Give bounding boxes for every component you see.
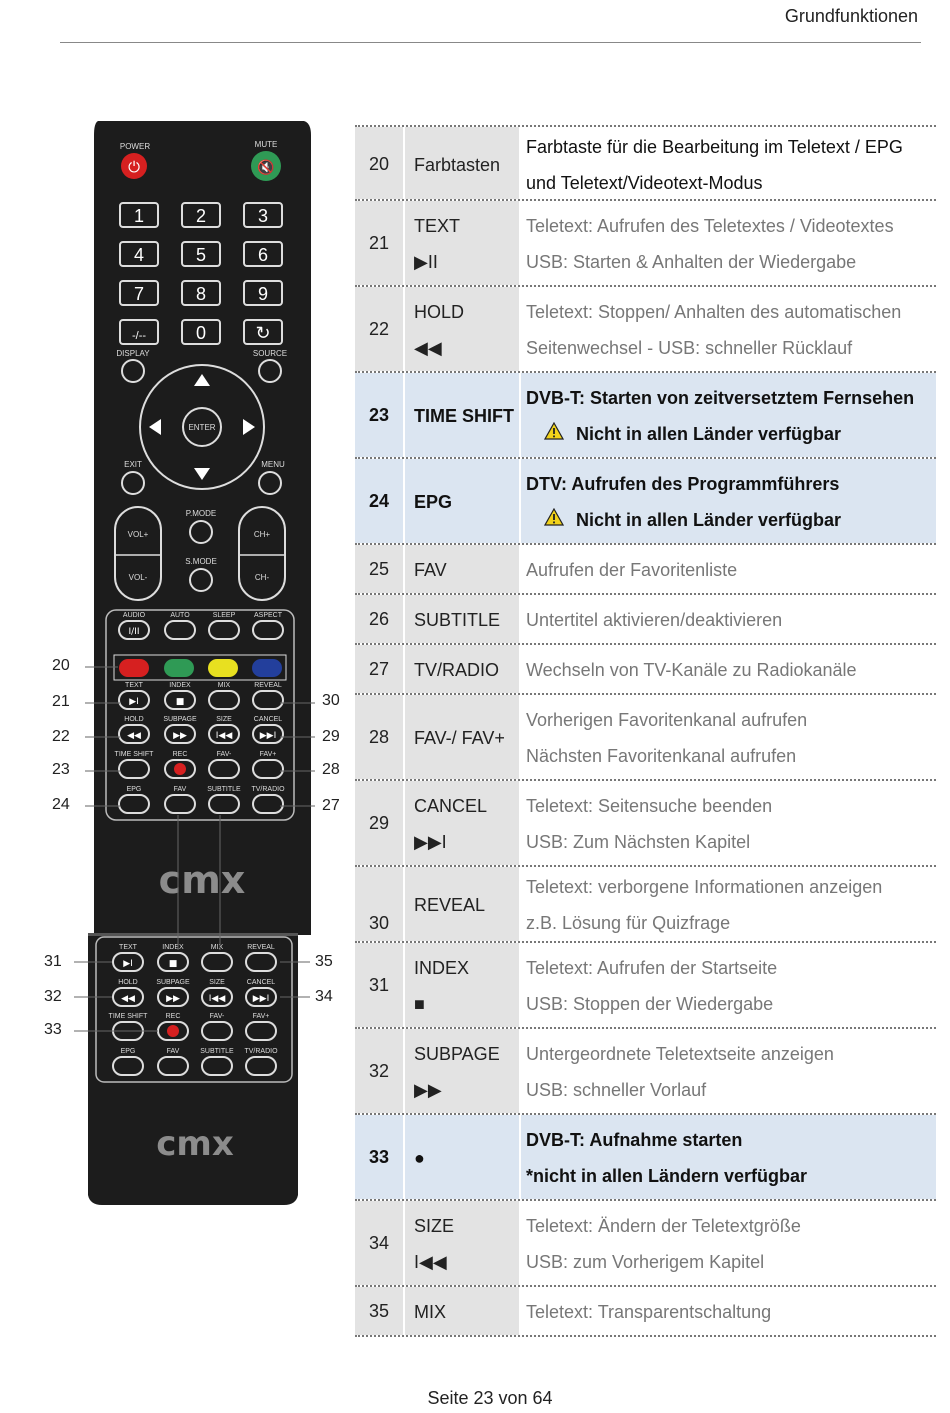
description-line: Teletext: Seitensuche beenden [526,795,773,816]
callout-29: 29 [322,728,340,745]
warning-icon [544,416,564,453]
callout-27: 27 [322,797,340,814]
power-label: POWER [119,142,151,151]
name-line: FAV [414,560,447,580]
row-description [526,1294,934,1331]
callout-34: 34 [315,988,333,1005]
table-row [355,595,936,645]
row-description [526,1036,934,1109]
remote-key-caption: SIZE [216,716,232,723]
row-function-name [414,552,447,588]
name-line: CANCEL [414,796,488,816]
remote-key-caption: FAV [166,1048,180,1055]
ch-plus-label: CH+ [253,530,271,539]
remote-key-caption: FAV- [209,1013,225,1020]
name-line: INDEX [414,958,470,978]
row-function-name [414,1294,446,1330]
record-dot [167,1025,179,1037]
table-row [355,125,936,201]
warning-icon [544,502,564,539]
row-number: 30 [368,913,390,933]
digit-key-label: 7 [133,284,145,304]
vol-plus-label: VOL+ [127,530,149,539]
remote-key-caption: HOLD [118,979,138,986]
name-line: FAV-/ FAV+ [414,728,505,748]
table-row [355,867,936,943]
remote-key-caption: REVEAL [247,944,275,951]
row-function-name [414,602,500,638]
remote-key-caption: SUBPAGE [163,716,197,723]
description-line: DVB-T: Starten von zeitversetztem Fernsehen [526,387,915,408]
source-label: SOURCE [252,349,288,358]
description-line: Seitenwechsel - USB: schneller Rücklauf [526,338,853,358]
table-row [355,645,936,695]
row-description [526,652,934,689]
callout-30: 30 [322,692,340,709]
remote-key-caption: REC [165,1013,181,1020]
digit-key-label: 5 [195,245,207,265]
remote-key-symbol: ▶I [129,697,139,707]
table-row [355,287,936,373]
digit-key-label: 3 [257,206,269,226]
row-description [526,950,934,1023]
row-function-name [414,652,499,688]
brand-logo-bottom: cmx [156,1124,234,1164]
digit-key-label: 2 [195,206,207,226]
callout-28: 28 [322,761,340,778]
row-number: 21 [368,233,390,253]
remote-key-symbol: ▶▶ [173,731,187,741]
row-number: 27 [368,659,390,679]
remote-key-caption: CANCEL [246,979,276,986]
row-description [526,1122,934,1195]
table-row [355,545,936,595]
remote-key-symbol: ▶▶I [259,731,277,741]
remote-key-caption: TEXT [119,944,137,951]
row-function-name [414,720,505,756]
remote-key-caption: TV/RADIO [244,1048,278,1055]
remote-key-caption: TV/RADIO [251,786,285,793]
row-number: 34 [368,1233,390,1253]
remote-key-caption: AUTO [170,612,190,619]
record-dot [174,763,186,775]
remote-key-caption: FAV+ [252,1013,270,1020]
remote-key-caption: INDEX [169,682,191,689]
description-line: Wechseln von TV-Kanäle zu Radiokanäle [526,659,857,680]
remote-key-symbol: ▶I [123,959,133,969]
callout-23: 23 [52,761,70,778]
row-function-name [414,887,485,923]
remote-key-caption: AUDIO [122,612,146,619]
name-line: REVEAL [414,895,486,915]
row-number: 32 [368,1061,390,1081]
row-number: 33 [368,1147,390,1167]
remote-key-symbol: ■ [175,697,185,707]
name-line: Farbtasten [414,155,501,175]
ch-minus-label: CH- [254,573,270,582]
row-number: 22 [368,319,390,339]
description-line: Teletext: Ändern der Teletextgröße [526,1215,801,1236]
digit-key-label: 9 [257,284,269,304]
exit-label: EXIT [124,460,142,469]
remote-key-caption: INDEX [162,944,184,951]
description-line: USB: zum Vorherigem Kapitel [526,1252,765,1272]
description-line: Teletext: verborgene Informationen anzeigen [526,876,883,897]
remote-key-symbol: I◀◀ [208,994,226,1004]
remote-key-symbol: ▶▶I [252,994,270,1004]
callout-31: 31 [44,953,62,970]
callout-35: 35 [315,953,333,970]
description-line: Aufrufen der Favoritenliste [526,559,738,580]
description-line: Untergeordnete Teletextseite anzeigen [526,1043,834,1064]
remote-key-caption: REVEAL [254,682,282,689]
table-row [355,1029,936,1115]
table-row [355,1287,936,1337]
row-number: 26 [368,609,390,629]
name-line: ▶▶ [414,1080,442,1100]
callout-32: 32 [44,988,62,1005]
description-line: USB: Starten & Anhalten der Wiedergabe [526,252,857,272]
remote-key-caption: SLEEP [212,612,236,619]
name-line: EPG [414,492,453,512]
row-function-name [414,147,500,183]
row-description [526,602,934,639]
remote-control-illustration [30,115,350,1215]
description-line: Teletext: Transparentschaltung [526,1301,772,1322]
remote-key-caption: MIX [217,682,231,689]
name-line: ● [414,1148,425,1168]
row-function-name [414,950,469,1022]
row-function-name [414,1036,500,1108]
brand-logo-top: cmx [158,858,246,902]
description-line: z.B. Lösung für Quizfrage [526,913,731,933]
name-line: TIME SHIFT [414,406,514,426]
row-description [526,129,934,202]
remote-key-caption: HOLD [124,716,144,723]
name-line: ◀◀ [414,338,442,358]
description-line: und Teletext/Videotext-Modus [526,173,763,193]
row-description [526,552,934,589]
name-line: MIX [414,1302,447,1322]
remote-key-caption: REC [172,751,188,758]
name-line: HOLD [414,302,465,322]
header-divider [60,42,921,43]
remote-key-caption: FAV- [216,751,232,758]
name-line: TV/RADIO [414,660,500,680]
description-line: USB: Zum Nächsten Kapitel [526,832,751,852]
table-row [355,459,936,545]
row-number: 23 [368,405,390,425]
remote-key-caption: SUBTITLE [200,1048,234,1055]
name-line: SIZE [414,1216,455,1236]
digit-key-label: ↻ [255,323,271,343]
description-line: Nächsten Favoritenkanal aufrufen [526,746,797,766]
remote-key-caption: TIME SHIFT [108,1013,148,1020]
row-number: 28 [368,727,390,747]
row-number: 29 [368,813,390,833]
remote-key-caption: FAV [173,786,187,793]
remote-key-symbol: I/II [128,627,140,637]
remote-key-symbol: ■ [168,959,178,969]
row-function-name [414,788,487,860]
row-description [526,294,934,367]
enter-label: ENTER [188,423,216,432]
description-line: DTV: Aufrufen des Programmführers [526,473,840,494]
callout-22: 22 [52,728,70,745]
digit-key-label: 4 [133,245,145,265]
callout-24: 24 [52,796,70,813]
description-line: *nicht in allen Ländern verfügbar [526,1166,808,1186]
table-row [355,373,936,459]
smode-label: S.MODE [185,557,217,566]
row-number: 31 [368,975,390,995]
row-description [526,702,934,775]
name-line: TEXT [414,216,461,236]
mute-label: MUTE [254,140,278,149]
row-description [526,788,934,861]
remote-key-symbol: ▶▶ [166,994,180,1004]
description-line: Farbtaste für die Bearbeitung im Teletext / EPG [526,136,903,157]
description-line: Nicht in allen Länder verfügbar [576,424,842,444]
row-description [526,869,934,942]
remote-key-caption: EPG [120,1048,136,1055]
page-header-title: Grundfunktionen [784,6,918,26]
row-function-name [414,208,460,280]
callout-21: 21 [52,693,70,710]
table-row [355,695,936,781]
row-description [526,1208,934,1281]
remote-key-symbol: ◀◀ [121,994,135,1004]
description-line: Teletext: Aufrufen des Teletextes / Videotextes [526,215,894,236]
table-row [355,1115,936,1201]
menu-label: MENU [261,460,285,469]
table-row [355,781,936,867]
description-line: Untertitel aktivieren/deaktivieren [526,609,783,630]
row-number: 20 [368,154,390,174]
table-row [355,1201,936,1287]
digit-key-label: 1 [133,206,145,226]
row-function-name [414,484,452,520]
remote-key-caption: SUBPAGE [156,979,190,986]
row-description [526,208,934,281]
pmode-label: P.MODE [185,509,217,518]
svg-text:🔇: 🔇 [257,160,275,176]
name-line: SUBTITLE [414,610,501,630]
name-line: SUBPAGE [414,1044,500,1064]
display-label: DISPLAY [116,349,150,358]
description-line: USB: Stoppen der Wiedergabe [526,994,774,1014]
row-function-name [414,398,514,434]
page-footer: Seite 23 von 64 [427,1388,553,1408]
description-line: USB: schneller Vorlauf [526,1080,707,1100]
name-line: ▶II [414,252,438,272]
svg-text:⏻: ⏻ [128,158,140,176]
description-line: Vorherigen Favoritenkanal aufrufen [526,709,808,730]
name-line: ▶▶I [414,832,447,852]
callout-33: 33 [44,1021,62,1038]
description-line: Nicht in allen Länder verfügbar [576,510,842,530]
remote-key-caption: FAV+ [259,751,277,758]
callout-20: 20 [52,657,70,674]
remote-key-caption: MIX [210,944,224,951]
remote-key-caption: TEXT [125,682,143,689]
name-line: I◀◀ [414,1252,447,1272]
name-line: ■ [414,994,425,1014]
table-row [355,943,936,1029]
digit-key-label: 0 [195,323,207,343]
digit-key-label: -/-- [131,330,147,342]
vol-minus-label: VOL- [128,573,148,582]
remote-key-caption: SUBTITLE [207,786,241,793]
row-number: 35 [368,1301,390,1321]
description-line: Teletext: Stoppen/ Anhalten des automatischen [526,301,902,322]
remote-key-caption: TIME SHIFT [114,751,154,758]
remote-key-caption: CANCEL [253,716,283,723]
row-description [526,380,934,453]
description-line: DVB-T: Aufnahme starten [526,1129,743,1150]
remote-key-caption: ASPECT [253,612,283,619]
remote-key-symbol: ◀◀ [127,731,141,741]
row-number: 25 [368,559,390,579]
row-function-name [414,1140,425,1176]
description-line: Teletext: Aufrufen der Startseite [526,957,778,978]
row-number: 24 [368,491,390,511]
digit-key-label: 6 [257,245,269,265]
row-function-name [414,294,464,366]
row-description [526,466,934,539]
table-row [355,201,936,287]
digit-key-label: 8 [195,284,207,304]
remote-key-caption: SIZE [209,979,225,986]
remote-key-caption: EPG [126,786,142,793]
remote-key-symbol: I◀◀ [215,731,233,741]
row-function-name [414,1208,454,1280]
